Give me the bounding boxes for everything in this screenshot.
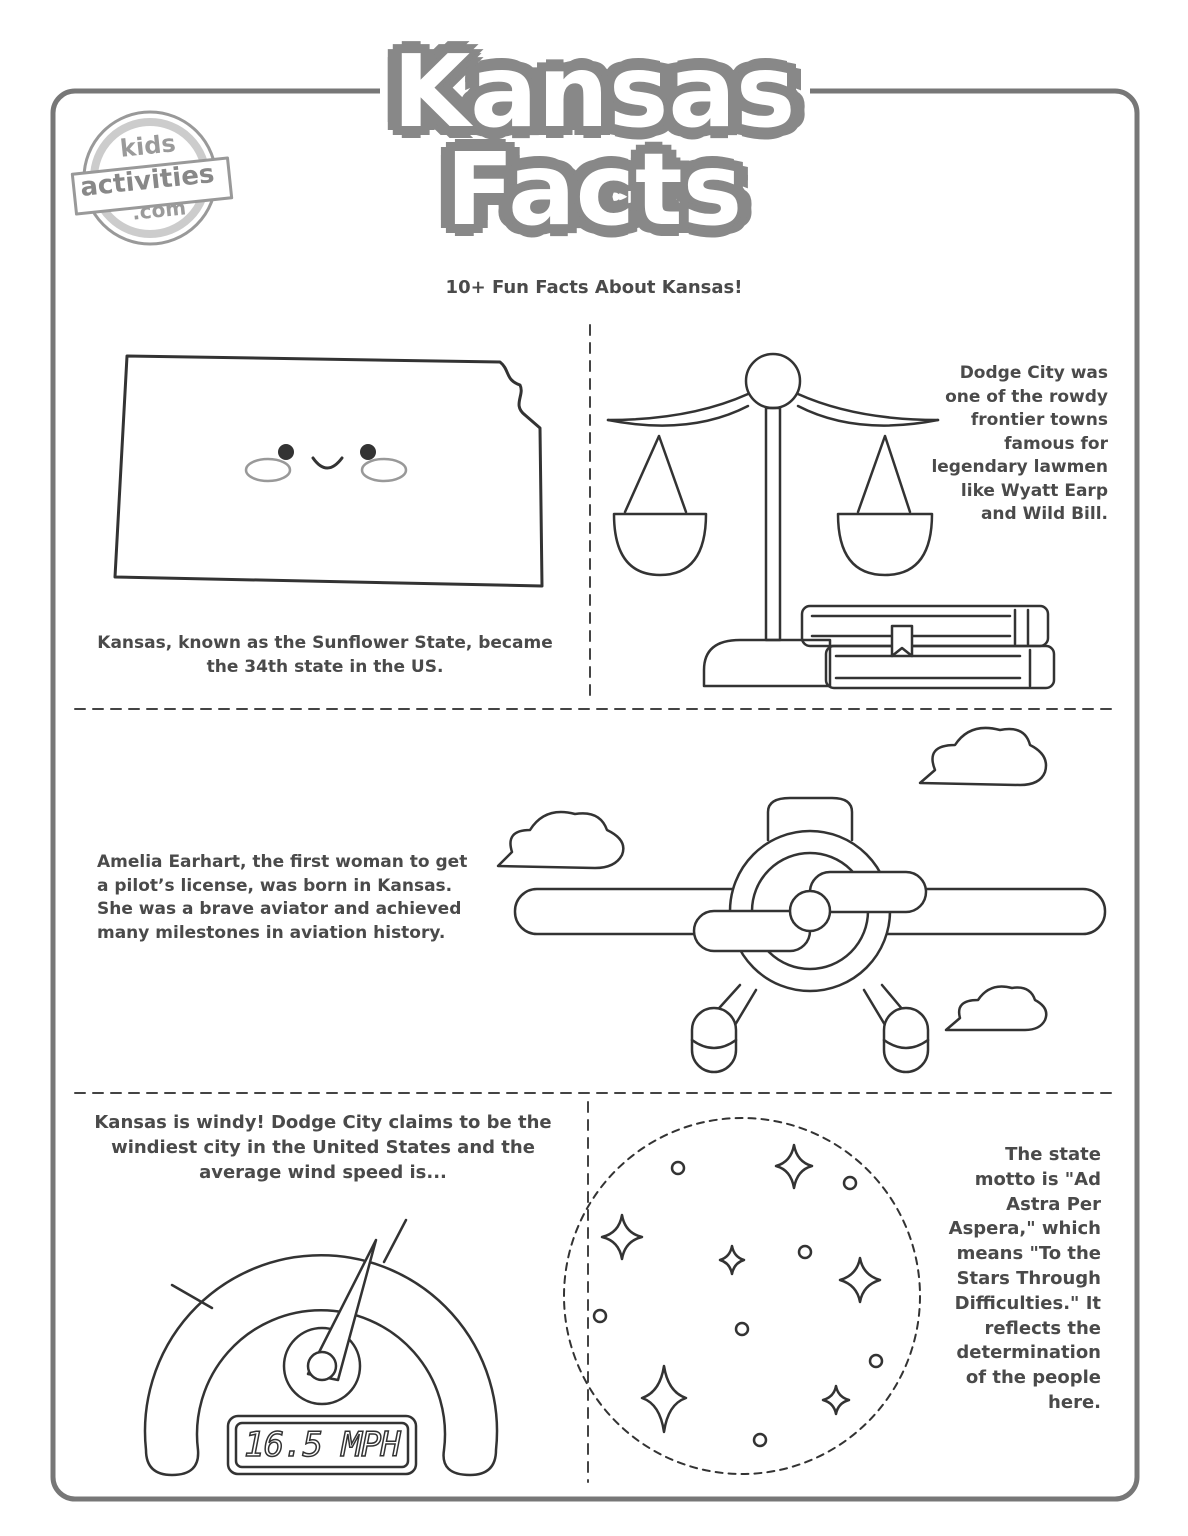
logo-com: .com (130, 195, 188, 225)
fact-amelia-earhart: Amelia Earhart, the first woman to get a pilot’s license, was born in Kansas. She was a brave aviator and achieved many milestones in aviation history. (97, 852, 468, 943)
speed-readout: 16.5 MPH (244, 1425, 400, 1465)
fact-dodge-city: Dodge City was one of the rowdy frontier towns famous for legendary lawmen like Wyatt Earp and Wild Bill. (931, 363, 1108, 524)
books-icon (802, 606, 1054, 688)
kansas-map-icon (115, 356, 542, 586)
title-kansas: Kansas (392, 33, 796, 150)
night-sky-stars-icon (564, 1118, 920, 1474)
logo-kids: kids (118, 129, 177, 163)
fact-windy: Kansas is windy! Dodge City claims to be the windiest city in the United States and the average wind speed is... (94, 1112, 552, 1183)
fact-sunflower-state: Kansas, known as the Sunflower State, became the 34th state in the US. (97, 633, 553, 677)
fact-state-motto: The state motto is "Ad Astra Per Aspera," which means "To the Stars Through Difficulties." It reflects the determination of the people here. (948, 1144, 1101, 1413)
title-facts: Facts (445, 131, 743, 248)
logo-activities: activities (78, 159, 216, 203)
subtitle: 10+ Fun Facts About Kansas! (445, 277, 743, 298)
